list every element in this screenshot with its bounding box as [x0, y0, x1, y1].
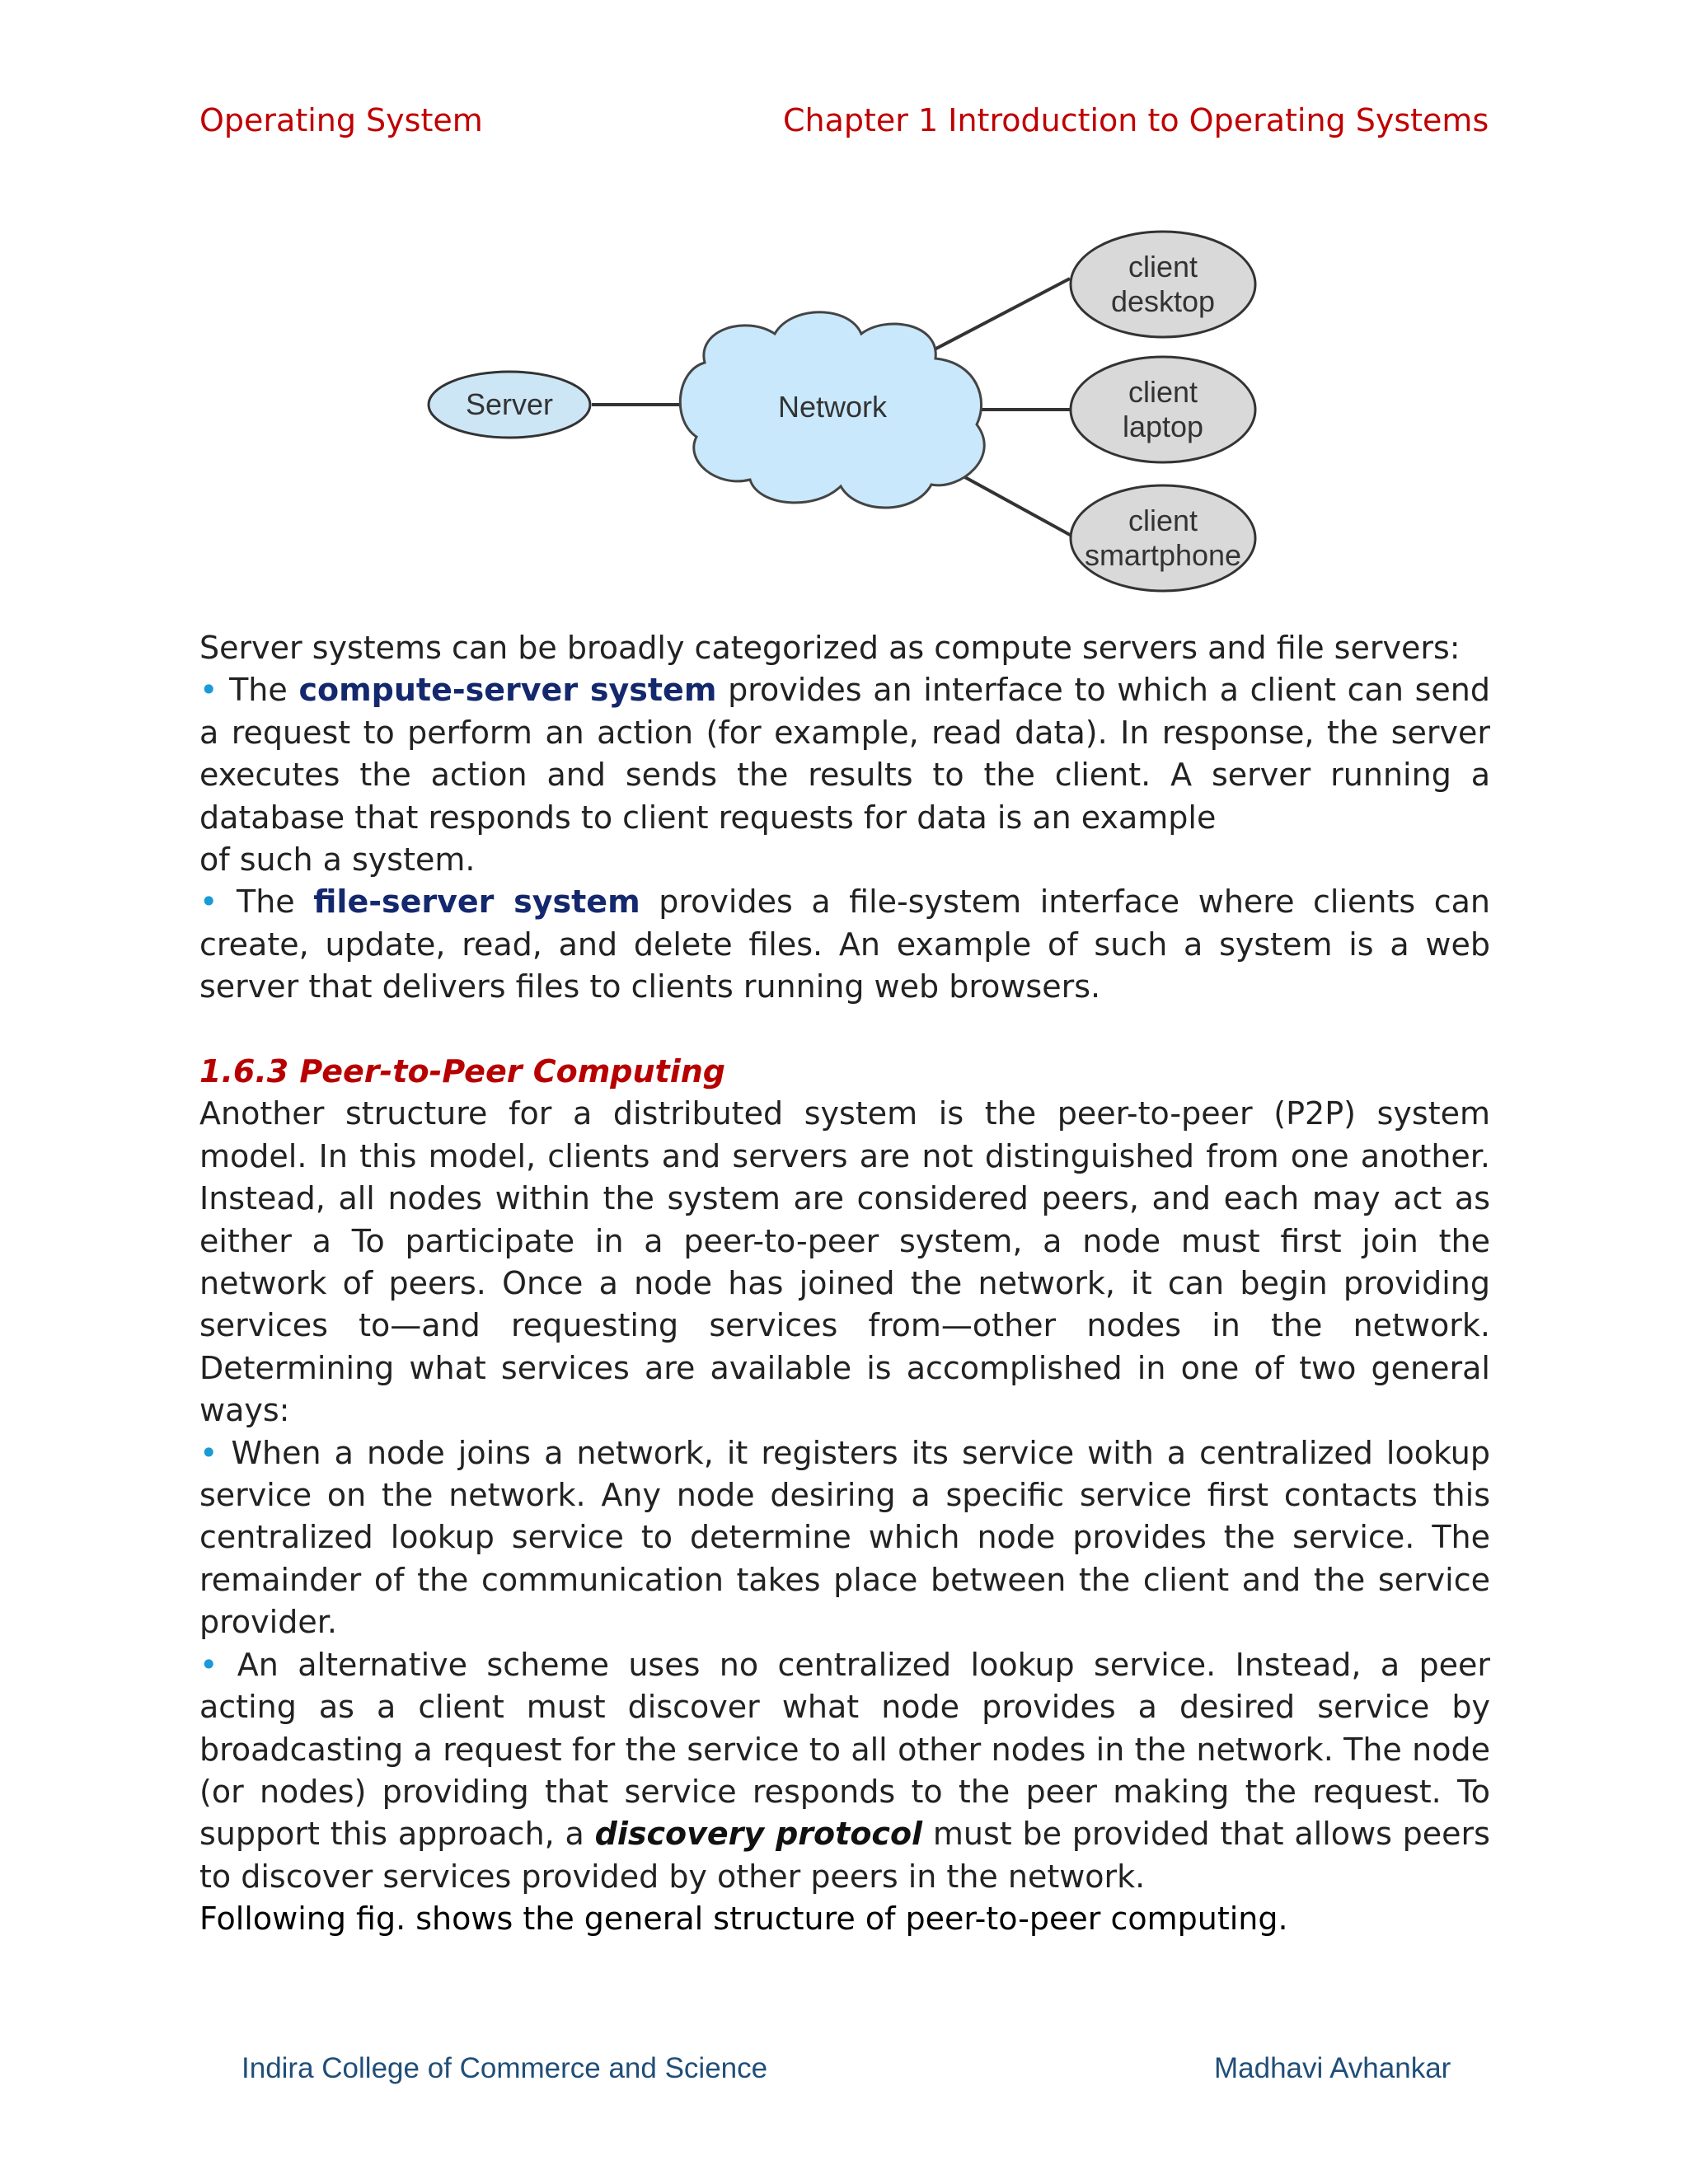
discovery-protocol-term: discovery protocol — [594, 1816, 923, 1853]
server-intro: Server systems can be broadly categorized as compute servers and file servers: — [199, 630, 1461, 666]
network-cloud — [680, 312, 984, 508]
header-right: Chapter 1 Introduction to Operating Systems — [783, 102, 1489, 138]
client-smartphone-node — [1071, 485, 1255, 591]
client-smartphone-line2: smartphone — [1084, 538, 1242, 572]
network-desktop-line — [931, 279, 1070, 351]
server-systems-section — [199, 627, 1490, 1009]
bullet-icon: • — [199, 1434, 218, 1471]
discovery-bullet: • An alternative scheme uses no centralized lookup service. Instead, a peer acting as a client must discover what node provides a desired service by broadcasting a request for the service to all other nodes in the network. The node (or nodes) providing that service responds to the peer making the request. To support this approach, a discovery protocol must be provided that allows peers to discover services provided by other peers in the network. — [199, 1646, 1490, 1895]
server-node — [429, 372, 590, 438]
p2p-heading: 1.6.3 Peer-to-Peer Computing — [199, 1053, 725, 1090]
figure-caption: Following fig. shows the general structure of peer-to-peer computing. — [199, 1900, 1288, 1938]
p2p-section — [199, 1051, 1490, 1941]
compute-server-tail: of such a system. — [199, 841, 476, 879]
header-left: Operating System — [199, 102, 483, 138]
footer-right: Madhavi Avhankar — [1214, 2052, 1451, 2084]
compute-server-term: compute-server system — [298, 672, 717, 709]
footer-left: Indira College of Commerce and Science — [241, 2052, 768, 2084]
server-label: Server — [465, 387, 554, 421]
bullet-icon: • — [199, 672, 218, 709]
client-server-diagram — [412, 223, 1286, 602]
client-desktop-line2: desktop — [1110, 284, 1216, 318]
client-laptop-node — [1071, 357, 1255, 462]
p2p-paragraph: Another structure for a distributed system is the peer-to-peer (P2P) system model. In this model, clients and servers are not distinguished from one another. Instead, all nodes within the system are considered peers, and each may act as either a To participate in a peer-to-peer system, a node must first join the network of peers. Once a node has joined the network, it can begin providing services to—and requesting services from—other nodes in the network. Determining what services are available is accomplished in one of two general ways: — [199, 1095, 1490, 1429]
bullet-icon: • — [199, 883, 218, 921]
client-desktop-line1: client — [1128, 250, 1198, 284]
file-server-bullet: • The file-server system provides a file-system interface where clients can create, update, read, and delete files. An example of such a system is a web server that delivers files to clients running web browsers. — [199, 883, 1490, 1005]
client-laptop-line2: laptop — [1122, 410, 1204, 443]
network-label: Network — [777, 390, 888, 424]
bullet-icon: • — [199, 1646, 218, 1683]
client-desktop-node — [1071, 232, 1255, 337]
client-laptop-line1: client — [1128, 375, 1198, 409]
compute-server-bullet: • The compute-server system provides an interface to which a client can send a request to perform an action (for example, read data). In response, the server executes the action and sends the results to the client. A server running a database that responds to client requests for data is an example — [199, 672, 1490, 836]
lookup-bullet: • When a node joins a network, it registers its service with a centralized lookup service on the network. Any node desiring a specific service first contacts this centralized lookup service to determine which node provides the service. The remainder of the communication takes place between the client and the service provider. — [199, 1434, 1490, 1641]
client-smartphone-line1: client — [1128, 504, 1198, 537]
file-server-term: file-server system — [313, 883, 640, 921]
